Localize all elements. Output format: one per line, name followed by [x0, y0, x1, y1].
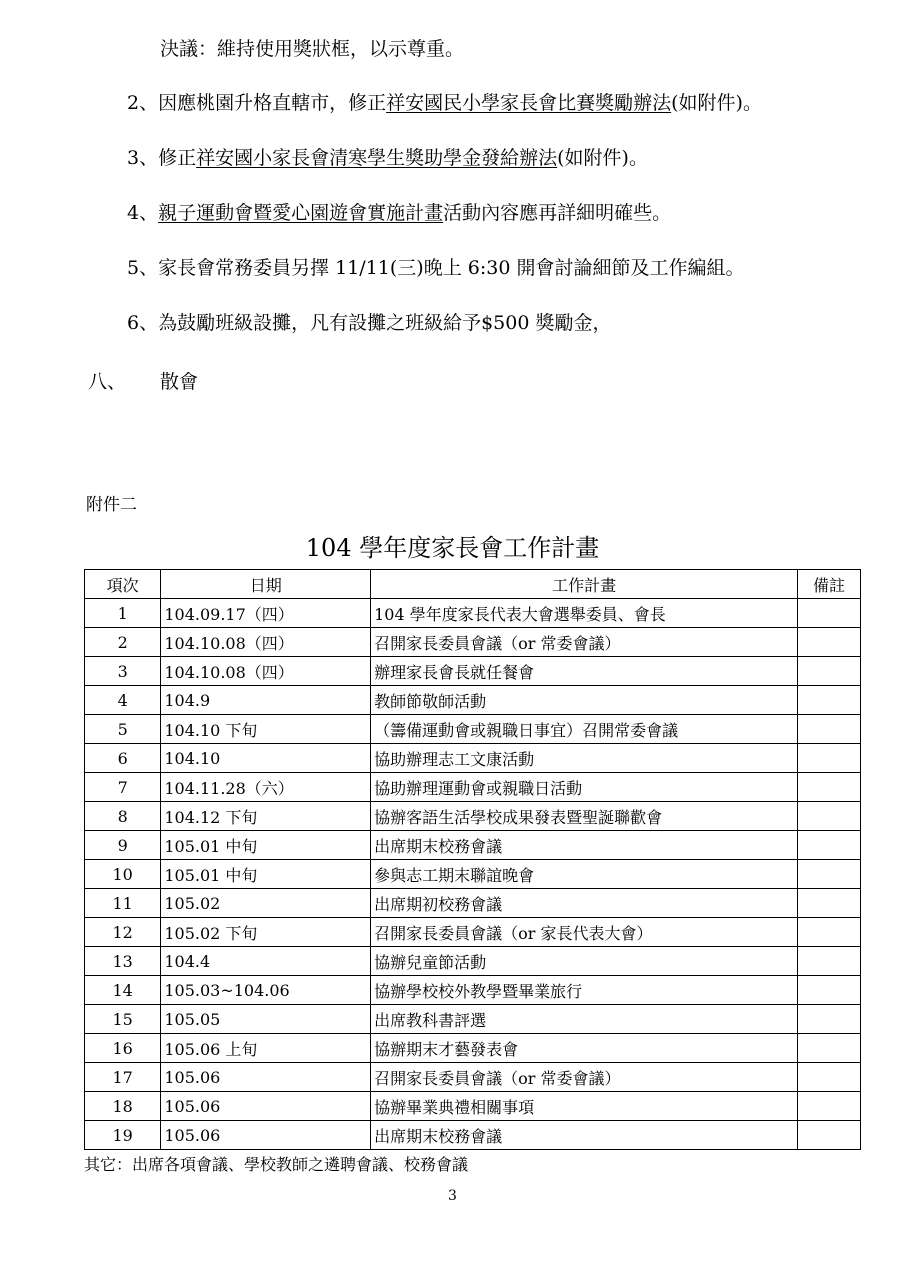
cell-work-plan: 出席期末校務會議 [371, 831, 798, 860]
cell-item-no: 5 [85, 715, 161, 744]
cell-remarks [798, 976, 861, 1005]
table-row [85, 802, 861, 831]
item-number: 3、 [127, 147, 159, 169]
cell-remarks [798, 686, 861, 715]
cell-work-plan: 出席教科書評選 [371, 1005, 798, 1034]
cell-date: 105.02 [161, 889, 371, 918]
cell-item-no: 8 [85, 802, 161, 831]
cell-work-plan: 協辦期末才藝發表會 [371, 1034, 798, 1063]
section-number: 八、 [88, 371, 127, 393]
table-row [85, 860, 861, 889]
cell-remarks [798, 657, 861, 686]
cell-work-plan: 104 學年度家長代表大會選舉委員、會長 [371, 599, 798, 628]
cell-work-plan: 協辦客語生活學校成果發表暨聖誕聯歡會 [371, 802, 798, 831]
table-row [85, 1121, 861, 1150]
cell-date: 104.11.28（六） [161, 773, 371, 802]
cell-remarks [798, 918, 861, 947]
cell-item-no: 19 [85, 1121, 161, 1150]
item-text-underlined: 祥安國民小學家長會比賽獎勵辦法 [386, 92, 672, 114]
cell-date: 105.05 [161, 1005, 371, 1034]
cell-remarks [798, 773, 861, 802]
cell-remarks [798, 947, 861, 976]
cell-date: 104.10.08（四） [161, 657, 371, 686]
table-row [85, 831, 861, 860]
cell-work-plan: 出席期初校務會議 [371, 889, 798, 918]
agenda-item-5 [127, 256, 744, 280]
cell-item-no: 11 [85, 889, 161, 918]
cell-work-plan: 召開家長委員會議（or 常委會議） [371, 1063, 798, 1092]
cell-item-no: 4 [85, 686, 161, 715]
item-number: 4、 [127, 202, 159, 224]
cell-work-plan: 教師節敬師活動 [371, 686, 798, 715]
table-row [85, 744, 861, 773]
cell-item-no: 1 [85, 599, 161, 628]
table-row [85, 947, 861, 976]
table-row [85, 918, 861, 947]
agenda-item-2 [127, 91, 762, 115]
cell-remarks [798, 1005, 861, 1034]
cell-work-plan: 出席期末校務會議 [371, 1121, 798, 1150]
plan-title: 104 學年度家長會工作計畫 [305, 534, 600, 562]
cell-work-plan: 召開家長委員會議（or 常委會議） [371, 628, 798, 657]
header-remarks: 備註 [798, 570, 861, 599]
item-text-pre: 修正 [158, 147, 197, 169]
cell-item-no: 9 [85, 831, 161, 860]
table-row [85, 628, 861, 657]
item-text-underlined: 祥安國小家長會清寒學生獎助學金發給辦法 [196, 147, 558, 169]
cell-work-plan: 協辦畢業典禮相關事項 [371, 1092, 798, 1121]
resolution-line: 決議：維持使用獎狀框，以示尊重。 [160, 38, 465, 60]
table-row [85, 599, 861, 628]
cell-date: 104.10 [161, 744, 371, 773]
table-row [85, 1063, 861, 1092]
cell-date: 105.06 [161, 1063, 371, 1092]
page-number: 3 [448, 1188, 457, 1204]
table-row [85, 657, 861, 686]
cell-item-no: 17 [85, 1063, 161, 1092]
table-row [85, 1092, 861, 1121]
cell-item-no: 18 [85, 1092, 161, 1121]
cell-item-no: 12 [85, 918, 161, 947]
table-row [85, 1034, 861, 1063]
cell-date: 105.06 [161, 1121, 371, 1150]
item-text-pre: 因應桃園升格直轄市，修正 [158, 92, 387, 114]
cell-date: 104.10.08（四） [161, 628, 371, 657]
cell-remarks [798, 1034, 861, 1063]
cell-remarks [798, 744, 861, 773]
cell-date: 105.06 上旬 [161, 1034, 371, 1063]
cell-date: 105.02 下旬 [161, 918, 371, 947]
item-text-post: 活動內容應再詳細明確些。 [443, 202, 672, 224]
table-row [85, 1005, 861, 1034]
cell-item-no: 14 [85, 976, 161, 1005]
cell-item-no: 13 [85, 947, 161, 976]
agenda-item-6 [127, 311, 612, 335]
cell-date: 104.10 下旬 [161, 715, 371, 744]
table-row [85, 686, 861, 715]
work-plan-table [84, 569, 861, 1150]
cell-date: 105.01 中旬 [161, 860, 371, 889]
header-item-no: 項次 [85, 570, 161, 599]
cell-remarks [798, 1092, 861, 1121]
table-row [85, 976, 861, 1005]
cell-item-no: 10 [85, 860, 161, 889]
cell-date: 104.12 下旬 [161, 802, 371, 831]
cell-work-plan: 參與志工期末聯誼晚會 [371, 860, 798, 889]
cell-work-plan: 辦理家長會長就任餐會 [371, 657, 798, 686]
item-text-pre: 為鼓勵班級設攤，凡有設攤之班級給予$500 獎勵金， [158, 312, 612, 334]
cell-date: 104.09.17（四） [161, 599, 371, 628]
cell-date: 105.06 [161, 1092, 371, 1121]
agenda-item-4 [127, 201, 671, 225]
header-date: 日期 [161, 570, 371, 599]
table-row [85, 889, 861, 918]
cell-date: 104.4 [161, 947, 371, 976]
cell-remarks [798, 889, 861, 918]
cell-remarks [798, 1063, 861, 1092]
cell-item-no: 6 [85, 744, 161, 773]
cell-item-no: 3 [85, 657, 161, 686]
cell-remarks [798, 715, 861, 744]
cell-remarks [798, 628, 861, 657]
cell-work-plan: 協辦兒童節活動 [371, 947, 798, 976]
cell-item-no: 2 [85, 628, 161, 657]
table-row [85, 715, 861, 744]
cell-work-plan: 協助辦理志工文康活動 [371, 744, 798, 773]
cell-remarks [798, 1121, 861, 1150]
cell-item-no: 7 [85, 773, 161, 802]
cell-item-no: 15 [85, 1005, 161, 1034]
table-body [85, 599, 861, 1150]
item-text-pre: 家長會常務委員另擇 11/11(三)晚上 6:30 開會討論細節及工作編組。 [158, 257, 745, 279]
item-text-post: (如附件)。 [557, 147, 648, 169]
section-title: 散會 [160, 371, 199, 393]
cell-remarks [798, 599, 861, 628]
attachment-label: 附件二 [86, 495, 137, 515]
item-text-underlined: 親子運動會暨愛心園遊會實施計畫 [158, 202, 444, 224]
agenda-item-3 [127, 146, 648, 170]
cell-remarks [798, 802, 861, 831]
cell-item-no: 16 [85, 1034, 161, 1063]
item-number: 5、 [127, 257, 159, 279]
footer-note: 其它：出席各項會議、學校教師之遴聘會議、校務會議 [84, 1155, 469, 1174]
item-number: 2、 [127, 92, 159, 114]
header-work-plan: 工作計畫 [371, 570, 798, 599]
table-row [85, 773, 861, 802]
cell-date: 105.03~104.06 [161, 976, 371, 1005]
cell-work-plan: 協辦學校校外教學暨畢業旅行 [371, 976, 798, 1005]
cell-work-plan: （籌備運動會或親職日事宜）召開常委會議 [371, 715, 798, 744]
cell-date: 104.9 [161, 686, 371, 715]
cell-date: 105.01 中旬 [161, 831, 371, 860]
cell-work-plan: 召開家長委員會議（or 家長代表大會） [371, 918, 798, 947]
cell-remarks [798, 860, 861, 889]
item-text-post: (如附件)。 [671, 92, 762, 114]
item-number: 6、 [127, 312, 159, 334]
cell-work-plan: 協助辦理運動會或親職日活動 [371, 773, 798, 802]
cell-remarks [798, 831, 861, 860]
table-header-row [85, 570, 861, 599]
